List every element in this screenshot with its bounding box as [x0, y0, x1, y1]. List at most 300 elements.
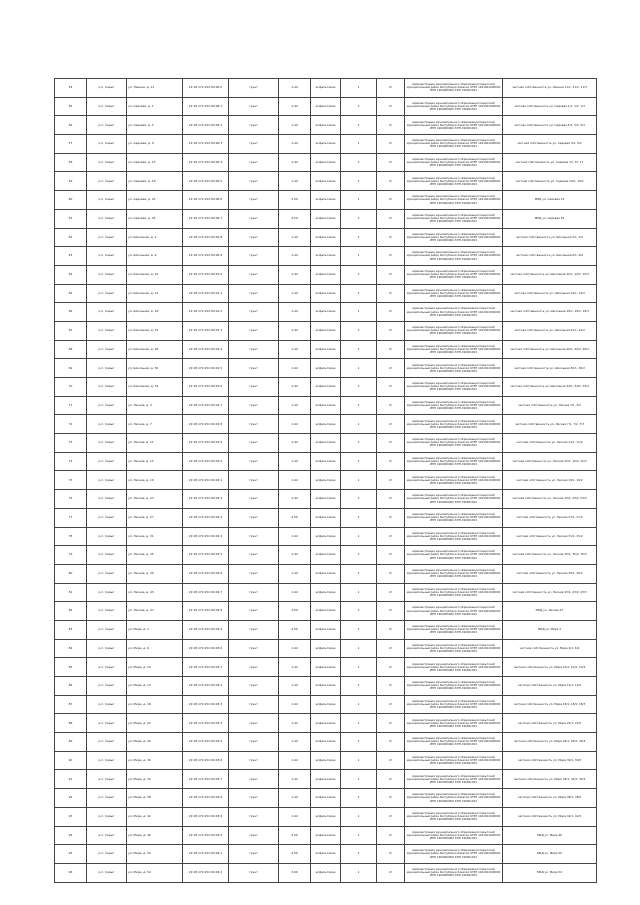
category-cell: 1 [341, 452, 377, 471]
address-cell: ул. Мира, д. 6 [127, 639, 183, 658]
settlement-cell: р.п. Сарыг [87, 172, 127, 191]
surface-type-cell: грунт [229, 770, 279, 789]
address-cell: ул. Школьная, д. 2 [127, 228, 183, 247]
category-cell: 1 [341, 340, 377, 359]
cadastral-number-cell: 22:18:174:152:00:04:2 [183, 863, 229, 882]
category-cell: 1 [341, 658, 377, 677]
owner-cell: Администрация муниципального образования Сарыгский муниципальный район Республики Хакасия ОГРН 1021901000000 ИНН 1909000000 КПП 190901001 [405, 677, 503, 696]
table-row [55, 135, 597, 154]
row-number: 59 [55, 172, 87, 191]
row-number: 96 [55, 863, 87, 882]
coating-cell: асфальтовое [311, 79, 341, 98]
category-cell: 1 [341, 135, 377, 154]
address-cell: ул. Лесная, д. 39 [127, 564, 183, 583]
category-cell: 1 [341, 284, 377, 303]
surface-type-cell: грунт [229, 471, 279, 490]
table-row [55, 863, 597, 882]
category-cell: 1 [341, 602, 377, 621]
cadastral-number-cell: 22:18:174:152:00:01:0 [183, 265, 229, 284]
surface-type-cell: грунт [229, 434, 279, 453]
note-cell: частная собственность ул. Школьная 22/1, 22/2 [503, 321, 597, 340]
class-cell: IV [377, 209, 405, 228]
length-cell: 1,44 [279, 807, 311, 826]
length-cell: 1,44 [279, 340, 311, 359]
cadastral-number-cell: 22:18:174:152:00:01:3 [183, 321, 229, 340]
address-cell: ул. Лесная, д. 15 [127, 452, 183, 471]
cadastral-number-cell: 22:18:174:152:00:01:8 [183, 415, 229, 434]
row-number: 79 [55, 546, 87, 565]
owner-cell: Администрация муниципального образования Сарыгский муниципальный район Республики Хакасия ОГРН 1021901000000 ИНН 1909000000 КПП 190901001 [405, 602, 503, 621]
category-cell: 1 [341, 583, 377, 602]
note-cell: МКД ул. Садовая 25 [503, 209, 597, 228]
owner-cell: Администрация муниципального образования Сарыгский муниципальный район Республики Хакасия ОГРН 1021901000000 ИНН 1909000000 КПП 190901001 [405, 191, 503, 210]
settlement-cell: р.п. Сарыг [87, 247, 127, 266]
class-cell: IV [377, 863, 405, 882]
note-cell: частная собственность ул. Мира 26/1, 26/2, 26/3 [503, 733, 597, 752]
surface-type-cell: грунт [229, 415, 279, 434]
surface-type-cell: грунт [229, 191, 279, 210]
length-cell: 1,44 [279, 770, 311, 789]
length-cell: 3,00 [279, 602, 311, 621]
address-cell: ул. Лесная, д. 11 [127, 434, 183, 453]
owner-cell: Администрация муниципального образования Сарыгский муниципальный район Республики Хакасия ОГРН 1021901000000 ИНН 1909000000 КПП 190901001 [405, 564, 503, 583]
surface-type-cell: грунт [229, 602, 279, 621]
length-cell: 1,44 [279, 396, 311, 415]
owner-cell: Администрация муниципального образования Сарыгский муниципальный район Республики Хакасия ОГРН 1021901000000 ИНН 1909000000 КПП 190901001 [405, 546, 503, 565]
class-cell: IV [377, 452, 405, 471]
table-row [55, 396, 597, 415]
note-cell: МКД ул. Мира 46 [503, 826, 597, 845]
cadastral-number-cell: 22:18:174:152:00:00:8 [183, 228, 229, 247]
owner-cell: Администрация муниципального образования Сарыгский муниципальный район Республики Хакасия ОГРН 1021901000000 ИНН 1909000000 КПП 190901001 [405, 153, 503, 172]
class-cell: IV [377, 546, 405, 565]
class-cell: IV [377, 620, 405, 639]
row-number: 92 [55, 789, 87, 808]
table-row [55, 564, 597, 583]
category-cell: 1 [341, 471, 377, 490]
cadastral-number-cell: 22:18:174:152:00:01:6 [183, 378, 229, 397]
length-cell: 1,44 [279, 265, 311, 284]
owner-cell: Администрация муниципального образования Сарыгский муниципальный район Республики Хакасия ОГРН 1021901000000 ИНН 1909000000 КПП 190901001 [405, 490, 503, 509]
cadastral-number-cell: 22:18:174:152:00:02:5 [183, 546, 229, 565]
table-row [55, 359, 597, 378]
length-cell: 1,44 [279, 378, 311, 397]
surface-type-cell: грунт [229, 396, 279, 415]
settlement-cell: р.п. Сарыг [87, 471, 127, 490]
coating-cell: асфальтовое [311, 546, 341, 565]
table-row [55, 378, 597, 397]
cadastral-number-cell: 22:18:174:152:00:01:5 [183, 359, 229, 378]
note-cell: частная собственность ул. Мира 38/1, 38/2 [503, 789, 597, 808]
address-cell: ул. Ленина, д. 11 [127, 79, 183, 98]
address-cell: ул. Школьная, д. 6 [127, 247, 183, 266]
cadastral-number-cell: 22:18:174:152:00:00:4 [183, 153, 229, 172]
note-cell: частная собственность ул. Мира 6/1, 6/2 [503, 639, 597, 658]
surface-type-cell: грунт [229, 153, 279, 172]
surface-type-cell: грунт [229, 340, 279, 359]
cadastral-number-cell: 22:18:174:152:00:02:3 [183, 508, 229, 527]
address-cell: ул. Школьная, д. 34 [127, 378, 183, 397]
row-number: 56 [55, 116, 87, 135]
cadastral-number-cell: 22:18:174:152:00:04:0 [183, 826, 229, 845]
coating-cell: асфальтовое [311, 172, 341, 191]
note-cell: МКД ул. Лесная 47 [503, 602, 597, 621]
surface-type-cell: грунт [229, 714, 279, 733]
cadastral-number-cell: 22:18:174:152:00:00:3 [183, 135, 229, 154]
row-number: 83 [55, 620, 87, 639]
row-number: 95 [55, 845, 87, 864]
table-row [55, 714, 597, 733]
note-cell: частная собственность ул. Лесная 19/1, 19/2 [503, 471, 597, 490]
cadastral-number-cell: 22:18:174:152:00:03:7 [183, 770, 229, 789]
cadastral-number-cell: 22:18:174:152:00:02:8 [183, 602, 229, 621]
owner-cell: Администрация муниципального образования Сарыгский муниципальный район Республики Хакасия ОГРН 1021901000000 ИНН 1909000000 КПП 190901001 [405, 807, 503, 826]
address-cell: ул. Школьная, д. 22 [127, 321, 183, 340]
class-cell: IV [377, 359, 405, 378]
settlement-cell: р.п. Сарыг [87, 452, 127, 471]
table-row [55, 789, 597, 808]
cadastral-number-cell: 22:18:174:152:00:03:6 [183, 751, 229, 770]
settlement-cell: р.п. Сарыг [87, 807, 127, 826]
length-cell: 1,44 [279, 471, 311, 490]
class-cell: IV [377, 845, 405, 864]
cadastral-number-cell: 22:18:174:152:00:02:2 [183, 490, 229, 509]
settlement-cell: р.п. Сарыг [87, 863, 127, 882]
cadastral-number-cell: 22:18:174:152:00:02:0 [183, 452, 229, 471]
class-cell: IV [377, 751, 405, 770]
address-cell: ул. Мира, д. 46 [127, 826, 183, 845]
surface-type-cell: грунт [229, 79, 279, 98]
length-cell: 1,44 [279, 639, 311, 658]
category-cell: 1 [341, 116, 377, 135]
category-cell: 1 [341, 789, 377, 808]
row-number: 94 [55, 826, 87, 845]
table-row [55, 546, 597, 565]
row-number: 63 [55, 247, 87, 266]
coating-cell: асфальтовое [311, 770, 341, 789]
coating-cell: асфальтовое [311, 452, 341, 471]
owner-cell: Администрация муниципального образования Сарыгский муниципальный район Республики Хакасия ОГРН 1021901000000 ИНН 1909000000 КПП 190901001 [405, 396, 503, 415]
address-cell: ул. Садовая, д. 25 [127, 209, 183, 228]
row-number: 76 [55, 490, 87, 509]
settlement-cell: р.п. Сарыг [87, 396, 127, 415]
row-number: 70 [55, 378, 87, 397]
owner-cell: Администрация муниципального образования Сарыгский муниципальный район Республики Хакасия ОГРН 1021901000000 ИНН 1909000000 КПП 190901001 [405, 321, 503, 340]
surface-type-cell: грунт [229, 265, 279, 284]
note-cell: частная собственность ул. Мира 10/1, 10/2, 10/3 [503, 658, 597, 677]
table-row [55, 303, 597, 322]
surface-type-cell: грунт [229, 228, 279, 247]
owner-cell: Администрация муниципального образования Сарыгский муниципальный район Республики Хакасия ОГРН 1021901000000 ИНН 1909000000 КПП 190901001 [405, 415, 503, 434]
surface-type-cell: грунт [229, 116, 279, 135]
class-cell: IV [377, 191, 405, 210]
coating-cell: асфальтовое [311, 209, 341, 228]
owner-cell: Администрация муниципального образования Сарыгский муниципальный район Республики Хакасия ОГРН 1021901000000 ИНН 1909000000 КПП 190901001 [405, 639, 503, 658]
length-cell: 1,44 [279, 415, 311, 434]
length-cell: 1,44 [279, 247, 311, 266]
row-number: 85 [55, 658, 87, 677]
table-row [55, 265, 597, 284]
class-cell: IV [377, 490, 405, 509]
coating-cell: асфальтовое [311, 228, 341, 247]
row-number: 69 [55, 359, 87, 378]
row-number: 68 [55, 340, 87, 359]
settlement-cell: р.п. Сарыг [87, 284, 127, 303]
owner-cell: Администрация муниципального образования Сарыгский муниципальный район Республики Хакасия ОГРН 1021901000000 ИНН 1909000000 КПП 190901001 [405, 303, 503, 322]
note-cell: частная собственность ул. Садовая 13, 15, 17 [503, 153, 597, 172]
coating-cell: асфальтовое [311, 564, 341, 583]
surface-type-cell: грунт [229, 695, 279, 714]
table-row [55, 228, 597, 247]
table-row [55, 826, 597, 845]
table-row [55, 620, 597, 639]
coating-cell: асфальтовое [311, 284, 341, 303]
class-cell: IV [377, 97, 405, 116]
surface-type-cell: грунт [229, 845, 279, 864]
coating-cell: асфальтовое [311, 733, 341, 752]
note-cell: частная собственность ул. Школьная 18/1, 18/2, 18/3 [503, 303, 597, 322]
surface-type-cell: грунт [229, 527, 279, 546]
address-cell: ул. Садовая, д. 5 [127, 116, 183, 135]
length-cell: 3,00 [279, 508, 311, 527]
class-cell: IV [377, 434, 405, 453]
owner-cell: Администрация муниципального образования Сарыгский муниципальный район Республики Хакасия ОГРН 1021901000000 ИНН 1909000000 КПП 190901001 [405, 695, 503, 714]
category-cell: 1 [341, 620, 377, 639]
category-cell: 1 [341, 228, 377, 247]
row-number: 86 [55, 677, 87, 696]
note-cell: частная собственность ул. Школьная 26/1, 26/2, 26/3 [503, 340, 597, 359]
address-cell: ул. Лесная, д. 35 [127, 546, 183, 565]
register-rows [55, 79, 597, 883]
note-cell: частная собственность ул. Лесная 39/1, 39/2 [503, 564, 597, 583]
surface-type-cell: грунт [229, 546, 279, 565]
table-row [55, 191, 597, 210]
surface-type-cell: грунт [229, 564, 279, 583]
surface-type-cell: грунт [229, 639, 279, 658]
row-number: 87 [55, 695, 87, 714]
address-cell: ул. Садовая, д. 9 [127, 135, 183, 154]
length-cell: 1,44 [279, 452, 311, 471]
coating-cell: асфальтовое [311, 695, 341, 714]
settlement-cell: р.п. Сарыг [87, 434, 127, 453]
table-row [55, 284, 597, 303]
row-number: 74 [55, 452, 87, 471]
register-table [54, 78, 597, 883]
surface-type-cell: грунт [229, 172, 279, 191]
length-cell: 3,00 [279, 191, 311, 210]
length-cell: 4,20 [279, 209, 311, 228]
cadastral-number-cell: 22:18:174:152:00:02:1 [183, 471, 229, 490]
settlement-cell: р.п. Сарыг [87, 658, 127, 677]
class-cell: IV [377, 340, 405, 359]
length-cell: 1,44 [279, 228, 311, 247]
note-cell: частная собственность ул. Садовая 19/1, 19/2 [503, 172, 597, 191]
surface-type-cell: грунт [229, 452, 279, 471]
surface-type-cell: грунт [229, 508, 279, 527]
class-cell: IV [377, 321, 405, 340]
class-cell: IV [377, 378, 405, 397]
class-cell: IV [377, 247, 405, 266]
surface-type-cell: грунт [229, 863, 279, 882]
owner-cell: Администрация муниципального образования Сарыгский муниципальный район Республики Хакасия ОГРН 1021901000000 ИНН 1909000000 КПП 190901001 [405, 116, 503, 135]
coating-cell: асфальтовое [311, 620, 341, 639]
table-row [55, 247, 597, 266]
coating-cell: асфальтовое [311, 321, 341, 340]
settlement-cell: р.п. Сарыг [87, 490, 127, 509]
note-cell: МКД ул. Мира 2 [503, 620, 597, 639]
cadastral-number-cell: 22:18:174:152:00:03:3 [183, 695, 229, 714]
surface-type-cell: грунт [229, 247, 279, 266]
row-number: 57 [55, 135, 87, 154]
coating-cell: асфальтовое [311, 359, 341, 378]
length-cell: 1,44 [279, 583, 311, 602]
category-cell: 1 [341, 434, 377, 453]
owner-cell: Администрация муниципального образования Сарыгский муниципальный район Республики Хакасия ОГРН 1021901000000 ИНН 1909000000 КПП 190901001 [405, 172, 503, 191]
coating-cell: асфальтовое [311, 471, 341, 490]
settlement-cell: р.п. Сарыг [87, 845, 127, 864]
category-cell: 1 [341, 265, 377, 284]
settlement-cell: р.п. Сарыг [87, 527, 127, 546]
owner-cell: Администрация муниципального образования Сарыгский муниципальный район Республики Хакасия ОГРН 1021901000000 ИНН 1909000000 КПП 190901001 [405, 135, 503, 154]
settlement-cell: р.п. Сарыг [87, 508, 127, 527]
row-number: 58 [55, 153, 87, 172]
length-cell: 1,44 [279, 284, 311, 303]
owner-cell: Администрация муниципального образования Сарыгский муниципальный район Республики Хакасия ОГРН 1021901000000 ИНН 1909000000 КПП 190901001 [405, 471, 503, 490]
coating-cell: асфальтовое [311, 396, 341, 415]
owner-cell: Администрация муниципального образования Сарыгский муниципальный район Республики Хакасия ОГРН 1021901000000 ИНН 1909000000 КПП 190901001 [405, 247, 503, 266]
category-cell: 1 [341, 546, 377, 565]
coating-cell: асфальтовое [311, 434, 341, 453]
length-cell: 1,44 [279, 546, 311, 565]
note-cell: частная собственность ул. Школьная 10/1, 10/2, 10/3 [503, 265, 597, 284]
note-cell: частная собственность ул. Лесная 23/1, 23/2, 23/3 [503, 490, 597, 509]
coating-cell: асфальтовое [311, 378, 341, 397]
table-row [55, 845, 597, 864]
settlement-cell: р.п. Сарыг [87, 826, 127, 845]
table-row [55, 807, 597, 826]
table-row [55, 434, 597, 453]
surface-type-cell: грунт [229, 677, 279, 696]
length-cell: 1,44 [279, 79, 311, 98]
surface-type-cell: грунт [229, 359, 279, 378]
coating-cell: асфальтовое [311, 340, 341, 359]
class-cell: IV [377, 508, 405, 527]
address-cell: ул. Мира, д. 38 [127, 789, 183, 808]
address-cell: ул. Мира, д. 30 [127, 751, 183, 770]
category-cell: 1 [341, 508, 377, 527]
table-row [55, 602, 597, 621]
address-cell: ул. Мира, д. 14 [127, 677, 183, 696]
class-cell: IV [377, 602, 405, 621]
class-cell: IV [377, 807, 405, 826]
settlement-cell: р.п. Сарыг [87, 321, 127, 340]
settlement-cell: р.п. Сарыг [87, 602, 127, 621]
length-cell: 1,44 [279, 658, 311, 677]
owner-cell: Администрация муниципального образования Сарыгский муниципальный район Республики Хакасия ОГРН 1021901000000 ИНН 1909000000 КПП 190901001 [405, 658, 503, 677]
category-cell: 1 [341, 172, 377, 191]
category-cell: 1 [341, 490, 377, 509]
class-cell: IV [377, 135, 405, 154]
owner-cell: Администрация муниципального образования Сарыгский муниципальный район Республики Хакасия ОГРН 1021901000000 ИНН 1909000000 КПП 190901001 [405, 714, 503, 733]
owner-cell: Администрация муниципального образования Сарыгский муниципальный район Республики Хакасия ОГРН 1021901000000 ИНН 1909000000 КПП 190901001 [405, 826, 503, 845]
row-number: 64 [55, 265, 87, 284]
address-cell: ул. Мира, д. 10 [127, 658, 183, 677]
table-row [55, 751, 597, 770]
surface-type-cell: грунт [229, 789, 279, 808]
category-cell: 1 [341, 863, 377, 882]
settlement-cell: р.п. Сарыг [87, 191, 127, 210]
coating-cell: асфальтовое [311, 191, 341, 210]
table-row [55, 340, 597, 359]
surface-type-cell: грунт [229, 583, 279, 602]
cadastral-number-cell: 22:18:174:152:00:00:2 [183, 116, 229, 135]
settlement-cell: р.п. Сарыг [87, 79, 127, 98]
address-cell: ул. Лесная, д. 23 [127, 490, 183, 509]
owner-cell: Администрация муниципального образования Сарыгский муниципальный район Республики Хакасия ОГРН 1021901000000 ИНН 1909000000 КПП 190901001 [405, 79, 503, 98]
note-cell: частная собственность ул. Лесная 7/1, 7/2, 7/3 [503, 415, 597, 434]
row-number: 62 [55, 228, 87, 247]
class-cell: IV [377, 228, 405, 247]
category-cell: 1 [341, 807, 377, 826]
row-number: 90 [55, 751, 87, 770]
settlement-cell: р.п. Сарыг [87, 751, 127, 770]
address-cell: ул. Школьная, д. 26 [127, 340, 183, 359]
class-cell: IV [377, 770, 405, 789]
surface-type-cell: грунт [229, 807, 279, 826]
table-row [55, 321, 597, 340]
owner-cell: Администрация муниципального образования Сарыгский муниципальный район Республики Хакасия ОГРН 1021901000000 ИНН 1909000000 КПП 190901001 [405, 434, 503, 453]
table-row [55, 97, 597, 116]
coating-cell: асфальтовое [311, 508, 341, 527]
coating-cell: асфальтовое [311, 415, 341, 434]
cadastral-number-cell: 22:18:174:152:00:01:4 [183, 340, 229, 359]
table-row [55, 583, 597, 602]
category-cell: 1 [341, 751, 377, 770]
coating-cell: асфальтовое [311, 714, 341, 733]
owner-cell: Администрация муниципального образования Сарыгский муниципальный район Республики Хакасия ОГРН 1021901000000 ИНН 1909000000 КПП 190901001 [405, 527, 503, 546]
category-cell: 1 [341, 378, 377, 397]
class-cell: IV [377, 527, 405, 546]
cadastral-number-cell: 22:18:174:152:00:02:4 [183, 527, 229, 546]
cadastral-number-cell: 22:18:174:152:00:01:9 [183, 434, 229, 453]
row-number: 67 [55, 321, 87, 340]
row-number: 72 [55, 415, 87, 434]
note-cell: частная собственность ул. Садовая 5/1, 5/2, 5/3 [503, 116, 597, 135]
coating-cell: асфальтовое [311, 639, 341, 658]
row-number: 78 [55, 527, 87, 546]
coating-cell: асфальтовое [311, 247, 341, 266]
settlement-cell: р.п. Сарыг [87, 415, 127, 434]
row-number: 82 [55, 602, 87, 621]
table-row [55, 415, 597, 434]
length-cell: 1,44 [279, 97, 311, 116]
address-cell: ул. Мира, д. 26 [127, 733, 183, 752]
row-number: 84 [55, 639, 87, 658]
surface-type-cell: грунт [229, 733, 279, 752]
table-row [55, 209, 597, 228]
settlement-cell: р.п. Сарыг [87, 677, 127, 696]
surface-type-cell: грунт [229, 620, 279, 639]
address-cell: ул. Лесная, д. 3 [127, 396, 183, 415]
coating-cell: асфальтовое [311, 602, 341, 621]
cadastral-number-cell: 22:18:174:152:00:03:4 [183, 714, 229, 733]
row-number: 54 [55, 79, 87, 98]
owner-cell: Администрация муниципального образования Сарыгский муниципальный район Республики Хакасия ОГРН 1021901000000 ИНН 1909000000 КПП 190901001 [405, 620, 503, 639]
address-cell: ул. Школьная, д. 14 [127, 284, 183, 303]
category-cell: 1 [341, 677, 377, 696]
coating-cell: асфальтовое [311, 97, 341, 116]
address-cell: ул. Мира, д. 34 [127, 770, 183, 789]
